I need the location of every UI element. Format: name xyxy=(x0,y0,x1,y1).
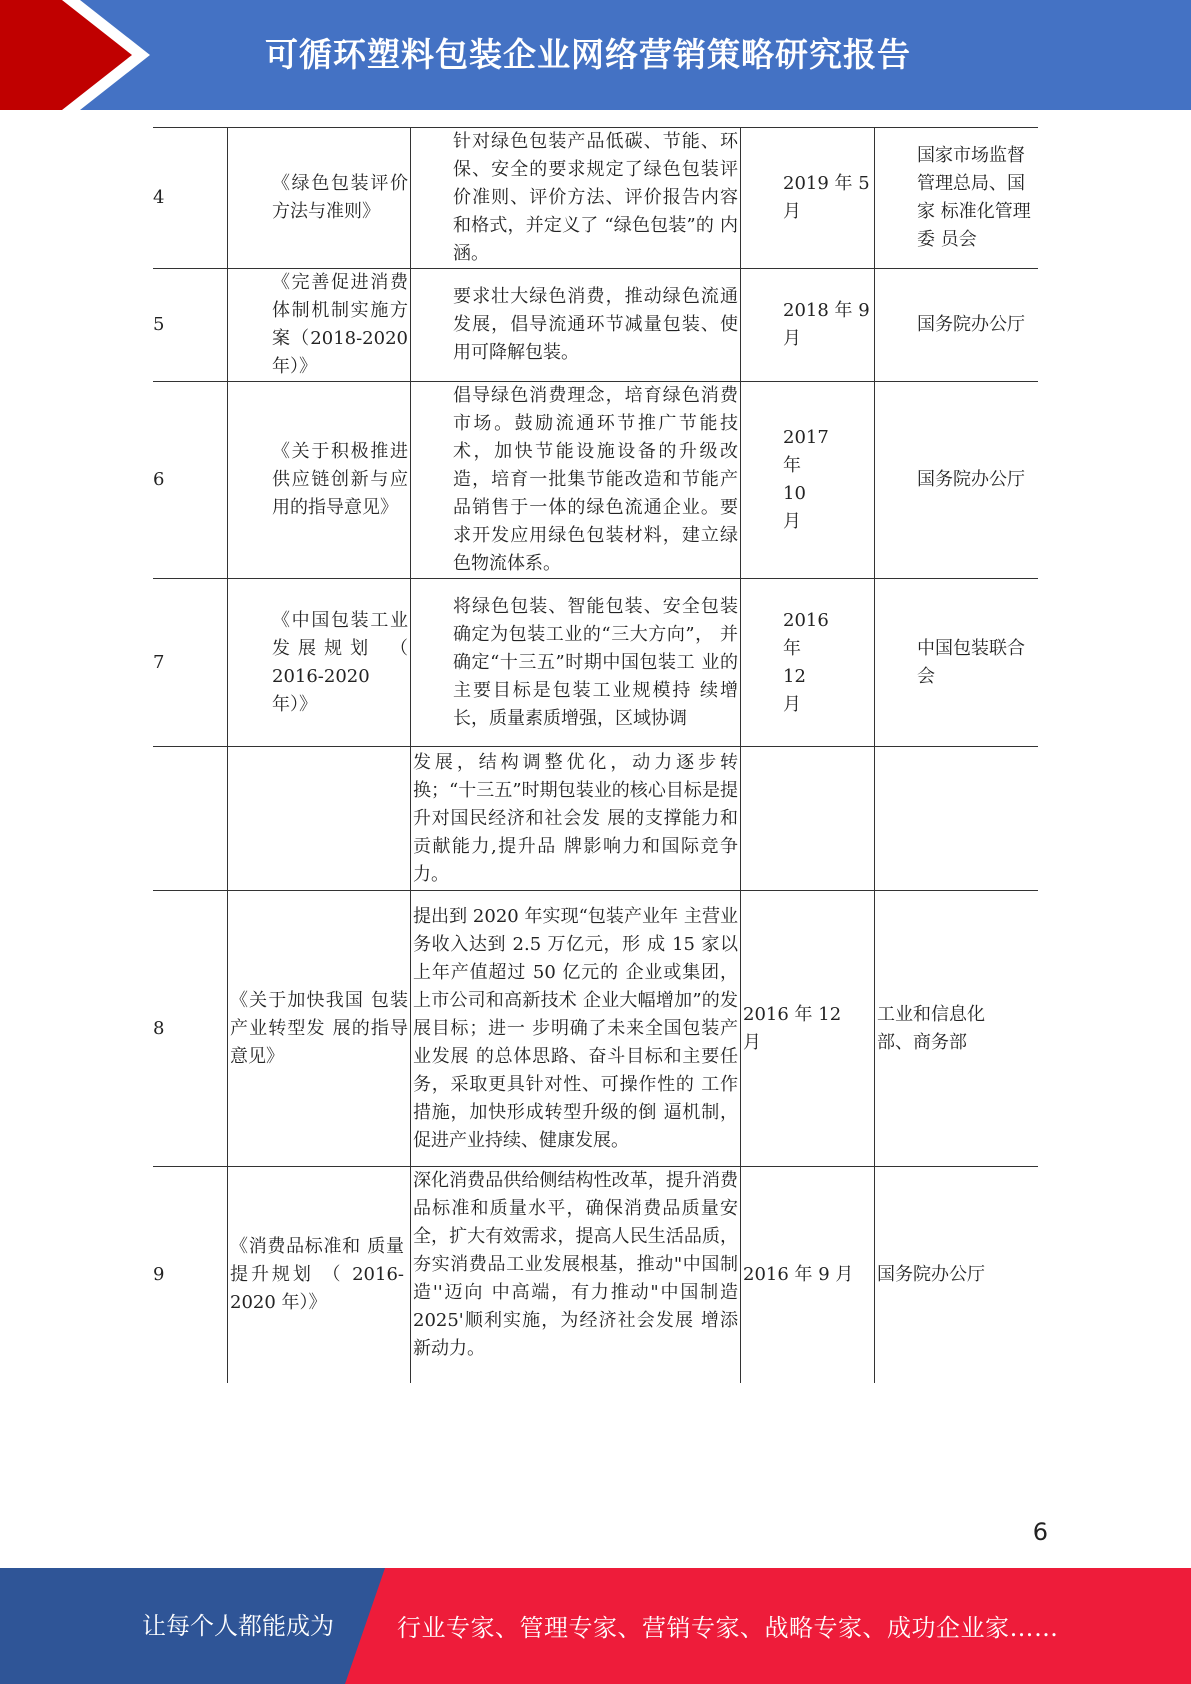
issue-date: 2016 年 9 月 xyxy=(743,1263,854,1285)
header-red-block xyxy=(0,0,145,110)
row-number: 4 xyxy=(153,187,165,208)
policy-description: 提出到 2020 年实现“包装产业年 主营业务收入达到 2.5 万亿元，形 成 15 家以上年产值超过 50 亿元的 企业或集团，上市公司和高新技术 企业大幅增加”的发展目标；进一 步明确了未来全国包装产业发展 的总体思路、奋斗目标和主要任 务，采取更具针对性、可操作性的 工作措施，加快形成转型升级的倒 逼机制，促进产业持续、健康发展。 xyxy=(413,905,738,1151)
issue-date: 2017 年 10 月 xyxy=(783,427,829,532)
issuing-org: 国家市场监督管理总局、国家 标准化管理委 员会 xyxy=(917,145,1031,250)
policy-description: 针对绿色包装产品低碳、节能、环 保、安全的要求规定了绿色包装评 价准则、评价方法、评价报告内容 和格式，并定义了 “绿色包装”的 内涵。 xyxy=(453,131,738,264)
page-header xyxy=(0,0,1191,110)
table-row xyxy=(153,382,1038,579)
table-row xyxy=(153,1167,1038,1383)
policy-table xyxy=(153,127,1038,1383)
policy-description: 发展，结构调整优化，动力逐步转换；“十三五”时期包装业的核心目标是提升对国民经济和社会发 展的支撑能力和贡献能力,提升品 牌影响力和国际竞争力。 xyxy=(413,751,738,885)
issuing-org: 工业和信息化部、商务部 xyxy=(877,1003,985,1053)
table-row xyxy=(153,579,1038,747)
issue-date: 2016 年 12 月 xyxy=(783,609,829,715)
policy-description: 倡导绿色消费理念，培育绿色消费 市场。鼓励流通环节推广节能技 术，加快节能设施设备的升级改 造，培育一批集节能改造和节能产 品销售于一体的绿色流通企业。要 求开发应用绿色包装材料，建立绿 色物流体系。 xyxy=(453,385,738,574)
row-number: 9 xyxy=(153,1263,165,1285)
issuing-org: 中国包装联合会 xyxy=(917,637,1025,687)
table-row xyxy=(153,891,1038,1167)
policy-description: 深化消费品供给侧结构性改革，提升消费品标准和质量水平，确保消费品质量安全，扩大有效需求，提高人民生活品质，夯实消费品工业发展根基，推动"中国制造''迈向 中高端，有力推动"中国制造 2025'顺利实施，为经济社会发展 增添新动力。 xyxy=(413,1170,738,1359)
policy-name: 《关于积极推进 供应链创新与应 用的指导意见》 xyxy=(272,441,408,518)
table-row xyxy=(153,128,1038,269)
page-number: 6 xyxy=(1032,1518,1048,1546)
row-number: 8 xyxy=(153,1017,165,1039)
row-number: 7 xyxy=(153,651,165,673)
policy-description: 将绿色包装、智能包装、安全包装 确定为包装工业的“三大方向”， 并确定“十三五”时期中国包装工 业的主要目标是包装工业规模持 续增长，质量素质增强，区域协调 xyxy=(453,595,738,729)
footer-slogan-right: 行业专家、管理专家、营销专家、战略专家、成功企业家…… xyxy=(397,1614,1059,1642)
page-footer xyxy=(0,1568,1191,1684)
issue-date: 2016 年 12 月 xyxy=(743,1003,842,1053)
policy-name: 《中国包装工业 发展规划 （ 2016-2020 年）》 xyxy=(272,609,408,715)
row-number: 5 xyxy=(153,314,165,335)
policy-description: 要求壮大绿色消费，推动绿色流通 发展，倡导流通环节减量包装、使 用可降解包装。 xyxy=(453,286,738,363)
policy-name: 《消费品标准和 质量提升规划 （ 2016-2020 年）》 xyxy=(230,1235,404,1313)
policy-name: 《完善促进消费 体制机制实施方 案（2018-2020 年）》 xyxy=(272,272,408,377)
policy-name: 《绿色包装评价 方法与准则》 xyxy=(272,173,408,222)
issuing-org: 国务院办公厅 xyxy=(877,1263,985,1285)
footer-slogan-left: 让每个人都能成为 xyxy=(142,1612,334,1640)
report-title: 可循环塑料包装企业网络营销策略研究报告 xyxy=(265,35,911,74)
row-number xyxy=(153,747,228,891)
issuing-org: 国务院办公厅 xyxy=(917,469,1025,490)
table-row xyxy=(153,269,1038,382)
table-row xyxy=(153,747,1038,891)
row-number: 6 xyxy=(153,469,165,490)
issue-date: 2018 年 9 月 xyxy=(783,300,870,349)
issue-date: 2019 年 5 月 xyxy=(783,173,870,222)
policy-name: 《关于加快我国 包装产业转型发 展的指导意见》 xyxy=(230,989,408,1067)
issuing-org: 国务院办公厅 xyxy=(917,314,1025,335)
